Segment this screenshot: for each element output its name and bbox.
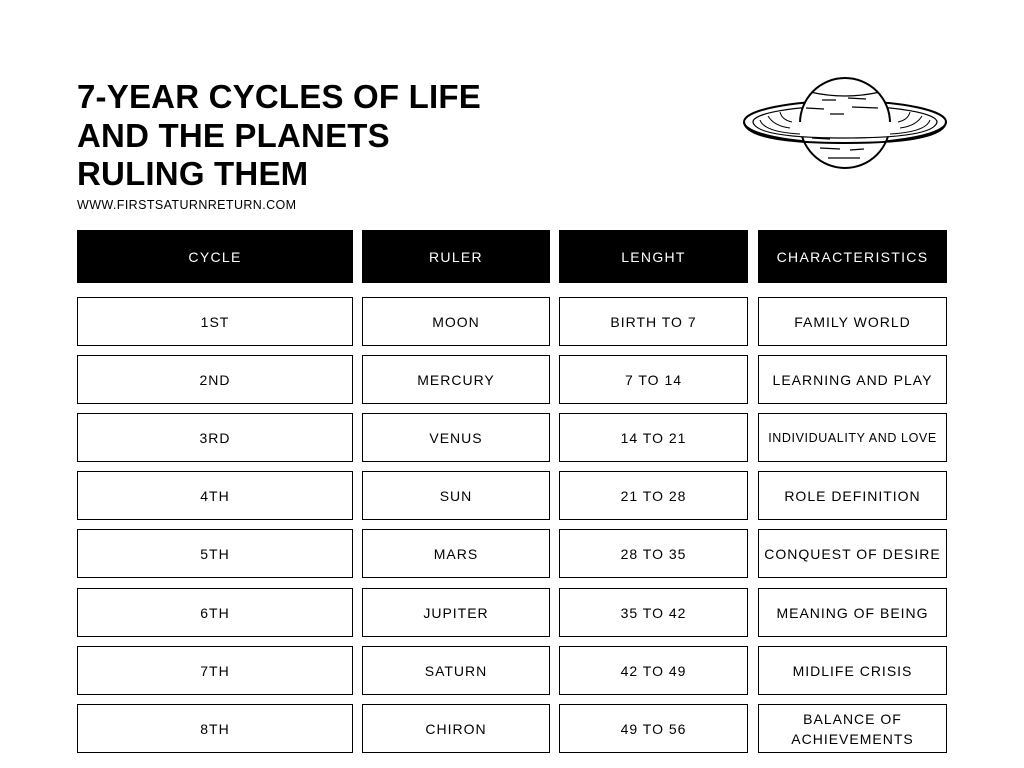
header-ruler: RULER xyxy=(362,230,550,283)
table-cell-ruler: SATURN xyxy=(362,646,550,695)
table-cell-cycle: 2ND xyxy=(77,355,353,404)
page-title: 7-YEAR CYCLES OF LIFE AND THE PLANETS RULING THEM xyxy=(77,78,481,192)
table-cell-characteristics: LEARNING AND PLAY xyxy=(758,355,947,404)
header-cycle: CYCLE xyxy=(77,230,353,283)
table-cell-cycle: 5TH xyxy=(77,529,353,578)
table-cell-characteristics: MEANING OF BEING xyxy=(758,588,947,637)
header-characteristics: CHARACTERISTICS xyxy=(758,230,947,283)
table-cell-length: 21 TO 28 xyxy=(559,471,748,520)
website-url: WWW.FIRSTSATURNRETURN.COM xyxy=(77,198,297,212)
table-cell-cycle: 4TH xyxy=(77,471,353,520)
table-cell-length: 14 TO 21 xyxy=(559,413,748,462)
table-cell-length: 35 TO 42 xyxy=(559,588,748,637)
table-cell-ruler: JUPITER xyxy=(362,588,550,637)
table-cell-characteristics: FAMILY WORLD xyxy=(758,297,947,346)
table-cell-ruler: SUN xyxy=(362,471,550,520)
saturn-icon xyxy=(740,76,950,176)
table-cell-cycle: 3RD xyxy=(77,413,353,462)
table-cell-ruler: VENUS xyxy=(362,413,550,462)
table-cell-characteristics: ROLE DEFINITION xyxy=(758,471,947,520)
table-cell-length: 28 TO 35 xyxy=(559,529,748,578)
table-cell-ruler: MOON xyxy=(362,297,550,346)
table-cell-cycle: 8TH xyxy=(77,704,353,753)
table-cell-cycle: 7TH xyxy=(77,646,353,695)
table-cell-ruler: MARS xyxy=(362,529,550,578)
table-cell-ruler: MERCURY xyxy=(362,355,550,404)
table-cell-cycle: 1ST xyxy=(77,297,353,346)
table-cell-length: 42 TO 49 xyxy=(559,646,748,695)
table-cell-ruler: CHIRON xyxy=(362,704,550,753)
table-cell-characteristics: BALANCE OF ACHIEVEMENTS xyxy=(758,704,947,753)
table-cell-length: 49 TO 56 xyxy=(559,704,748,753)
table-cell-characteristics: INDIVIDUALITY AND LOVE xyxy=(758,413,947,462)
table-cell-cycle: 6TH xyxy=(77,588,353,637)
header-length: LENGHT xyxy=(559,230,748,283)
table-cell-length: BIRTH TO 7 xyxy=(559,297,748,346)
table-cell-length: 7 TO 14 xyxy=(559,355,748,404)
table-cell-characteristics: CONQUEST OF DESIRE xyxy=(758,529,947,578)
table-cell-characteristics: MIDLIFE CRISIS xyxy=(758,646,947,695)
